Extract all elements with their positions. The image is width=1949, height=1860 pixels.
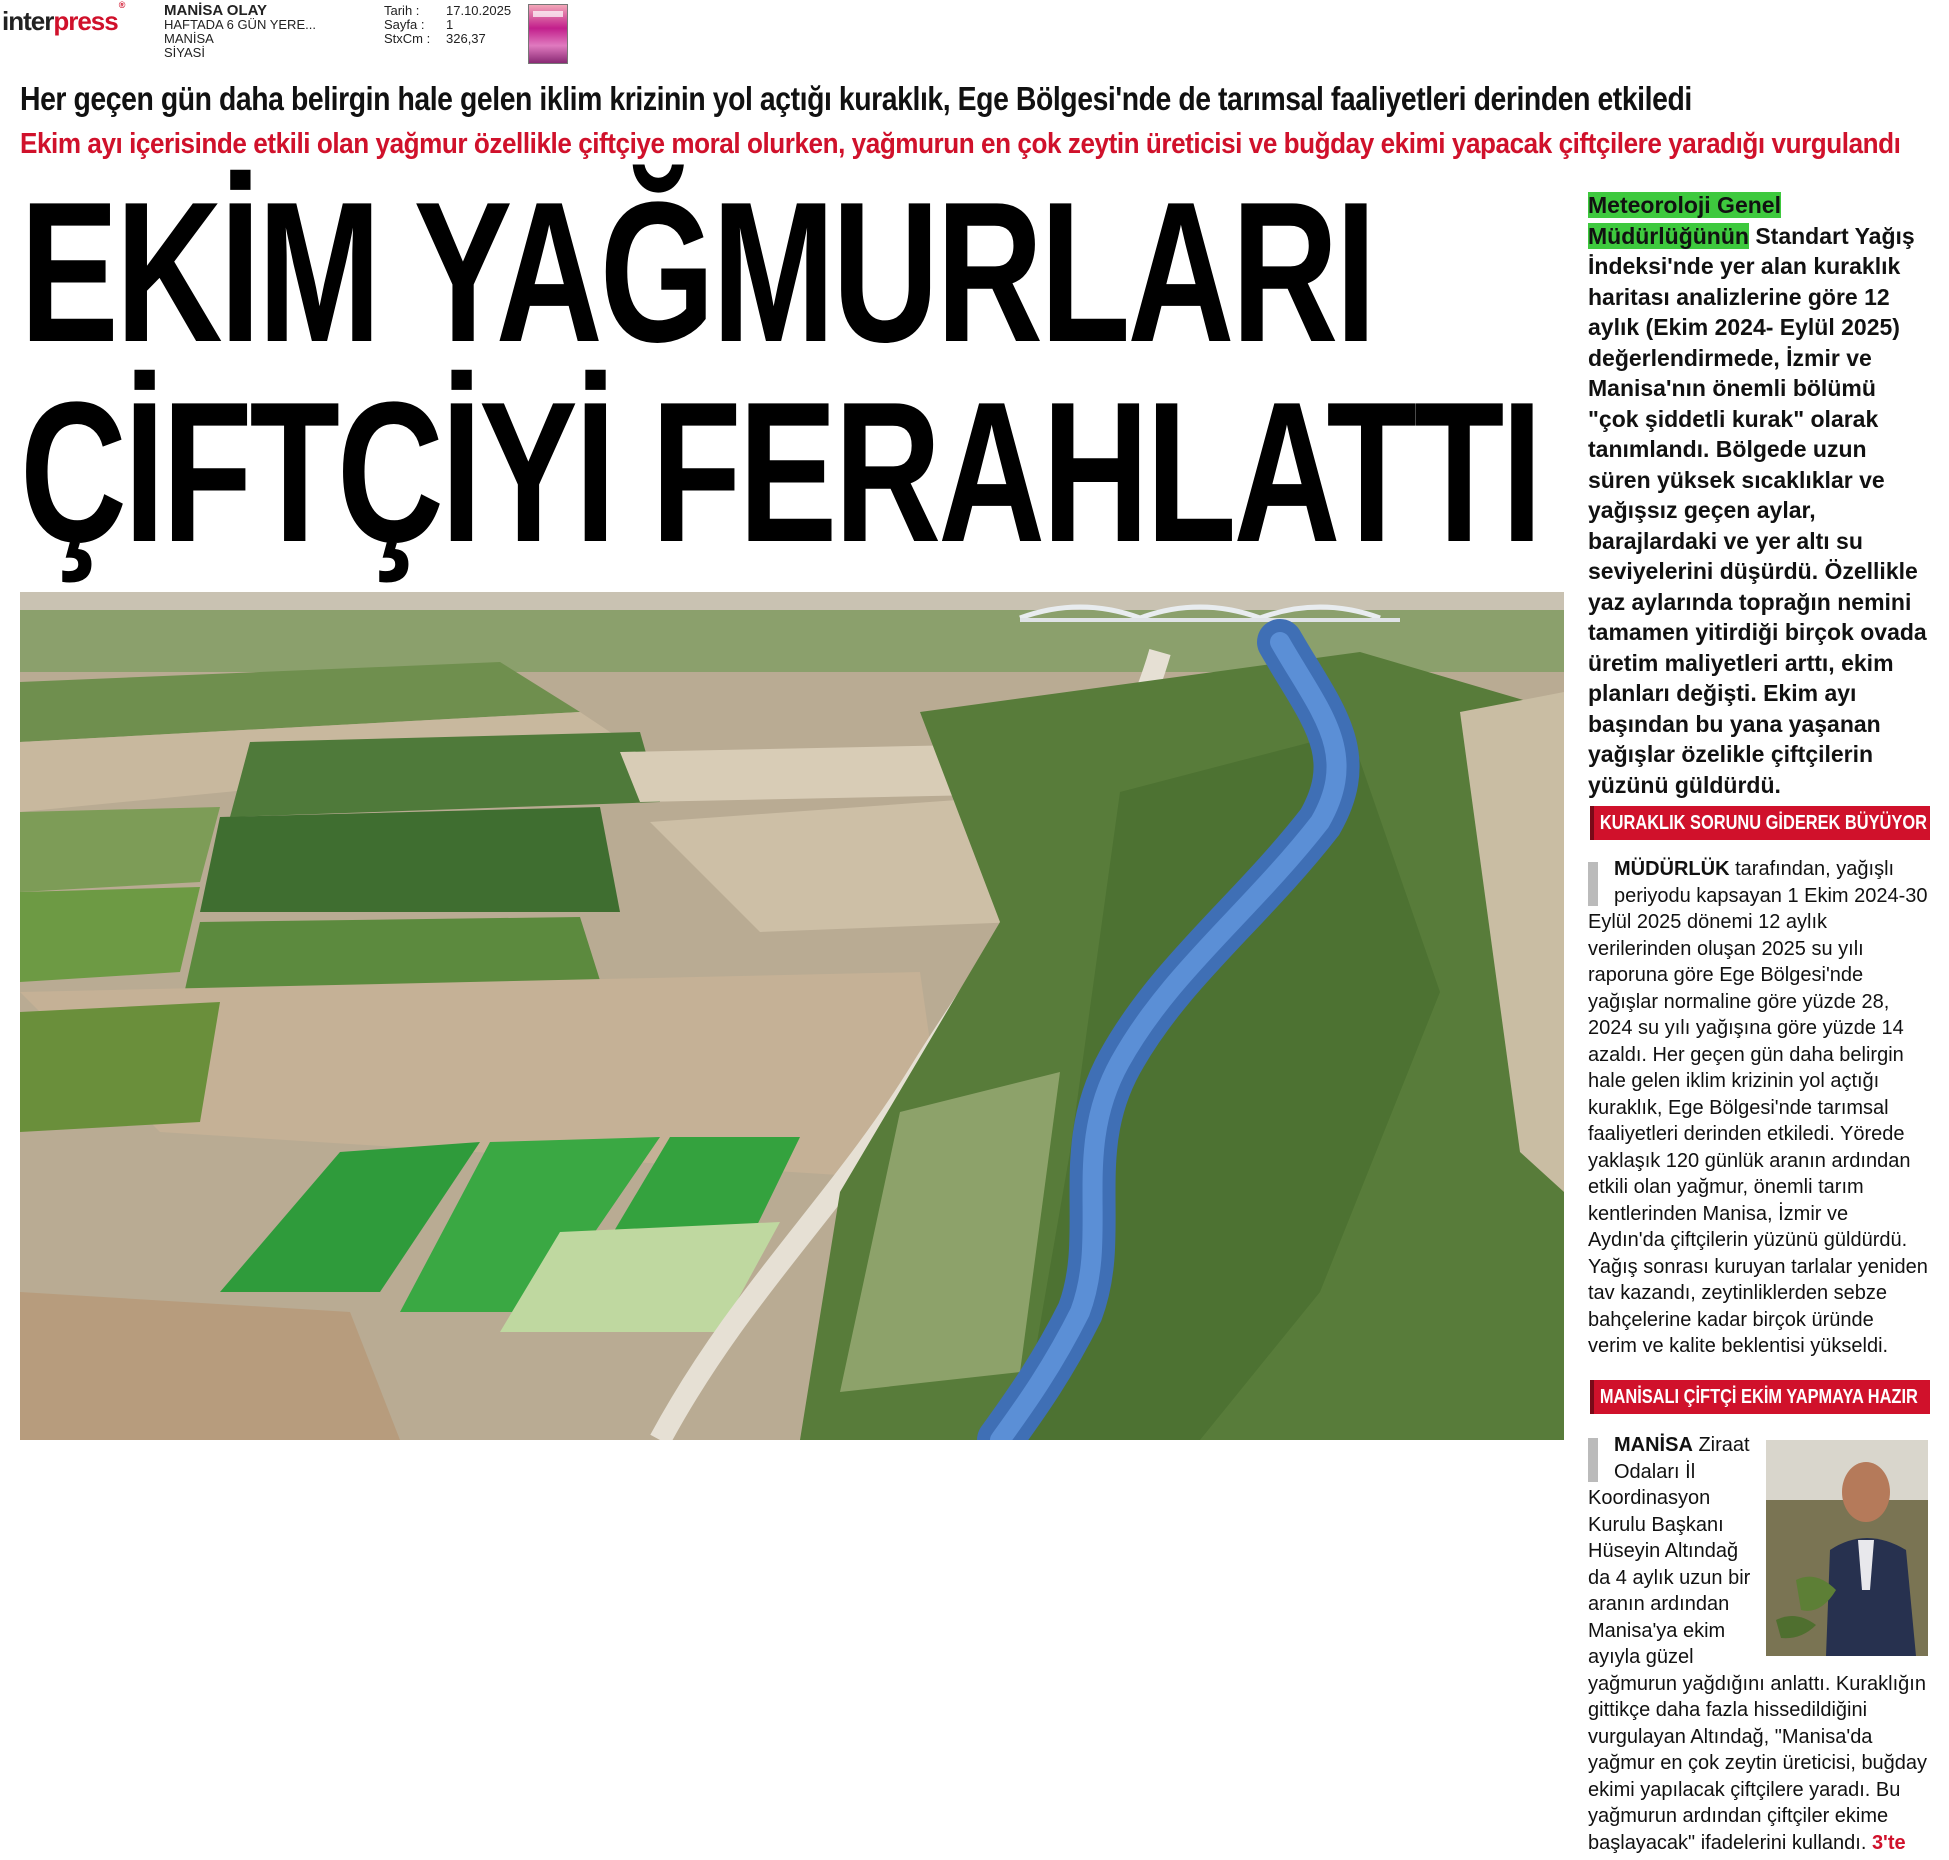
date-value: 17.10.2025 (446, 3, 512, 18)
publication-city: MANİSA (164, 31, 214, 46)
logo-inter: inter (2, 6, 54, 36)
publication-frequency: HAFTADA 6 GÜN YERE... (164, 17, 316, 32)
page-label: Sayfa : (384, 17, 425, 32)
section-farmers-body (1588, 1432, 1928, 1856)
publication-category: SİYASİ (164, 45, 205, 60)
logo-press: press (53, 6, 118, 36)
main-headline (20, 161, 1560, 588)
size-label: StxCm : (384, 31, 431, 46)
section-drought-text: tarafından, yağışlı periyodu kapsayan 1 Ekim 2024-30 Eylül 2025 dönemi 12 aylık verilerinden oluşan 2025 su yılı raporuna göre Ege Bölgesi'nde yağışlar normaline göre yüzde 28, 2024 su yılı yağışına göre yüzde 14 azaldı. Her geçen gün daha belirgin hale gelen iklim krizinin yol açtığı kuraklık, Ege Bölgesi'nde tarımsal faaliyetleri derinden etkiledi. Yörede yaklaşık 120 günlük aranın ardından etkili olan yağmur, önemli tarım kentlerinden Manisa, İzmir ve Aydın'da çiftçilerin yüzünü güldürdü. Yağış sonrası kuruyan tarlalar yeniden tav kazandı, zeytinliklerden sebze bahçelerine kadar birçok üründe verim ve kalite beklentisi yükseldi. (1588, 858, 1928, 1357)
subheading-farmers-text: MANİSALI ÇİFTÇİ EKİM YAPMAYA HAZIR (1599, 1386, 1918, 1408)
page-value: 1 (446, 17, 454, 32)
size-value: 326,37 (446, 31, 486, 46)
subheading-drought (1590, 806, 1930, 840)
date-label: Tarih : (384, 3, 420, 18)
portrait-illustration (1766, 1440, 1928, 1656)
clipping-header (0, 0, 1949, 66)
continued-reference[interactable]: 3'te (1871, 1831, 1906, 1854)
subheading-drought-text: KURAKLIK SORUNU GİDEREK BÜYÜYOR (1599, 812, 1927, 834)
logo-mark: ® (118, 0, 125, 11)
publication-name: MANİSA OLAY (164, 2, 268, 19)
headline-line-1: EKİM YAĞMURLARI (20, 161, 1374, 384)
interpress-logo (2, 0, 125, 37)
aerial-photo (20, 592, 1564, 1440)
page-thumbnail[interactable] (528, 4, 568, 64)
section-farmers-lead-word: MANİSA (1614, 1434, 1693, 1456)
lead-text: Standart Yağış İndeksi'nde yer alan kuraklık haritası analizlerine göre 12 aylık (Ekim 2024- Eylül 2025) değerlendirmede, İzmir ve Manisa'nın önemli bölümü "çok şiddetli kurak" olarak tanımlandı. Bölgede uzun süren yüksek sıcaklıklar ve yağışsız geçen aylar, barajlardaki ve yer altı su seviyelerini düşürdü. Özellikle yaz aylarında toprağın nemini tamamen yitirdiği birçok ovada üretim maliyetleri arttı, ekim planları değişti. Ekim ayı başından bu yana yaşanan yağışlar özelikle çiftçilerin yüzünü güldürdü. (1588, 222, 1927, 798)
section-drought-lead-word: MÜDÜRLÜK (1614, 858, 1730, 880)
section-farmers-text: Ziraat Odaları İl Koordinasyon Kurulu Başkanı Hüseyin Altındağ da 4 aylık uzun bir aranın ardından Manisa'ya ekim ayıyla güzel yağmurun yağdığını anlattı. Kuraklığın gittikçe daha fazla hissedildiğini vurgulayan Altındağ, "Manisa'da yağmur en çok zeytin üreticisi, buğday ekimi yapılacak çiftçilere yaradı. Bu yağmurun ardından çiftçiler ekime başlayacak" ifadelerini kullandı. (1588, 1434, 1928, 1854)
subheading-farmers (1590, 1380, 1930, 1414)
portrait-photo (1766, 1440, 1928, 1656)
lead-highlight: Meteoroloji Genel Müdürlüğünün (1588, 192, 1781, 249)
clipping-meta (384, 4, 511, 46)
section-drought-body (1588, 856, 1928, 1360)
deck-line-2: Ekim ayı içerisinde etkili olan yağmur özellikle çiftçiye moral olurken, yağmurun en çok zeytin üreticisi ve buğday ekimi yapacak çiftçilere yaradığı vurgulandı (20, 128, 1901, 160)
deck-line-1: Her geçen gün daha belirgin hale gelen iklim krizinin yol açtığı kuraklık, Ege Bölgesi'nde de tarımsal faaliyetleri derinden etkiledi (20, 80, 1692, 117)
headline-line-2: ÇİFTÇİYİ FERAHLATTI (20, 361, 1540, 584)
aerial-photo-illustration (20, 592, 1564, 1440)
lead-paragraph (1588, 190, 1928, 800)
paragraph-marker (1588, 1438, 1598, 1482)
publication-info (164, 4, 316, 60)
paragraph-marker (1588, 862, 1598, 906)
